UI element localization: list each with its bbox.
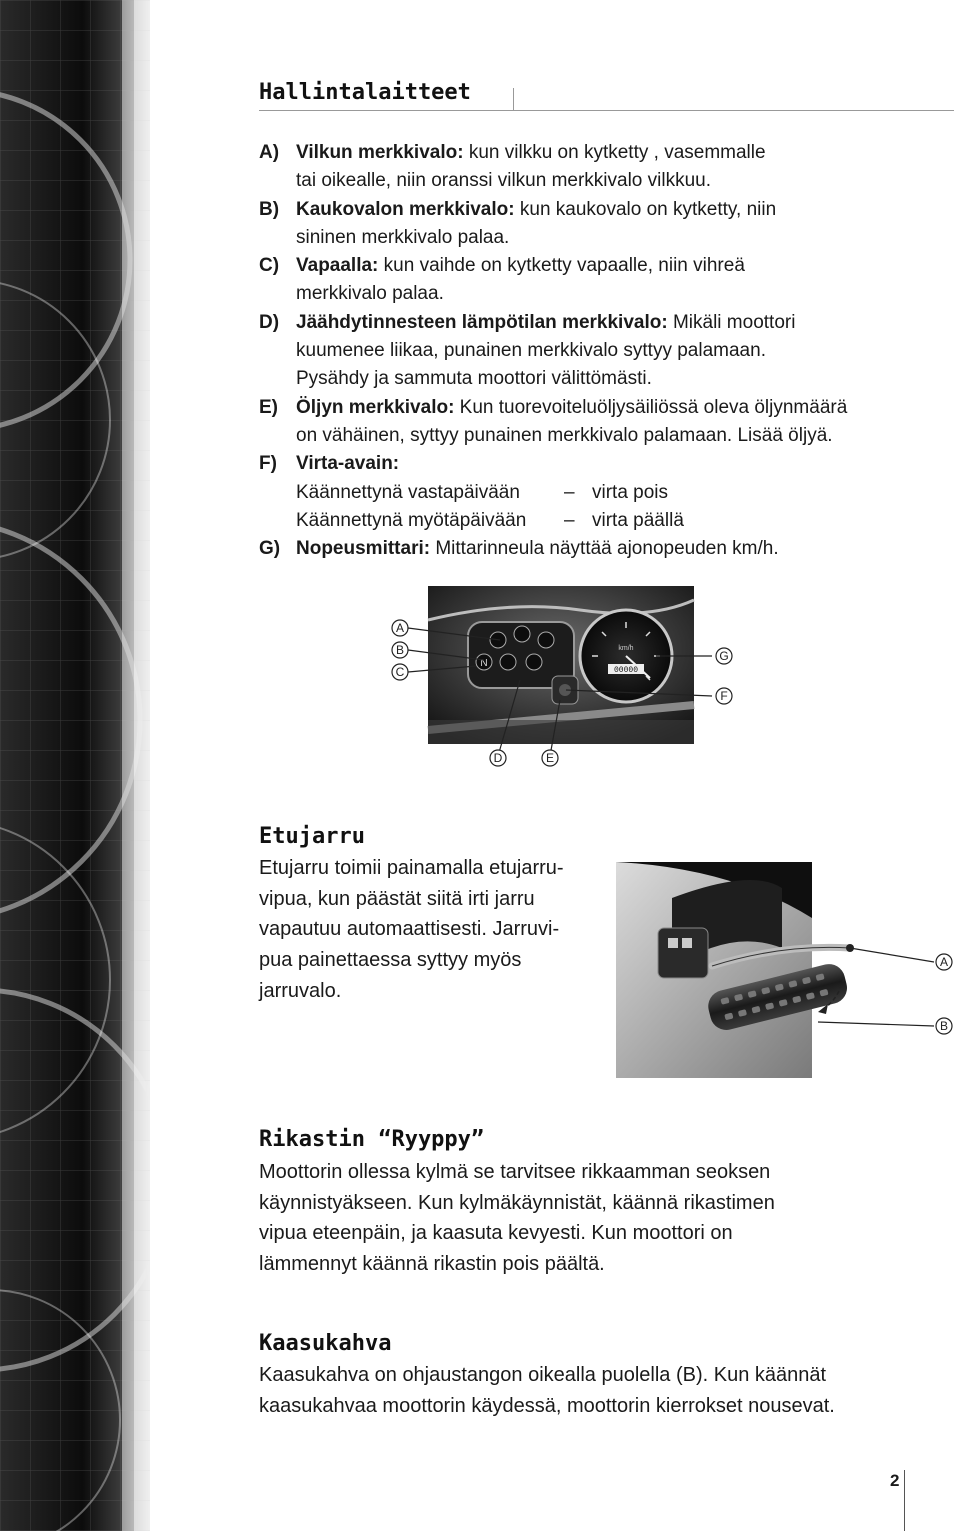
item-text: Mikäli moottori	[667, 311, 796, 333]
svg-text:C: C	[395, 665, 405, 679]
text-line: Moottorin ollessa kylmä se tarvitsee rikkaamman seoksen	[259, 1161, 771, 1183]
item-line: tai oikealle, niin oranssi vilkun merkkivalo vilkkuu.	[296, 170, 712, 192]
item-term: Vilkun merkkivalo:	[296, 142, 464, 163]
item-term: Vapaalla:	[296, 255, 379, 277]
svg-text:F: F	[720, 689, 728, 703]
svg-text:A: A	[939, 955, 949, 969]
item-text: kun vaihde on kytketty vapaalle, niin vihreä	[378, 255, 745, 277]
brake-lever-figure	[612, 858, 957, 1080]
text-line: Etujarru toimii painamalla etujarru-	[259, 857, 564, 879]
choke-heading: Rikastin “Ryyppy”	[259, 1127, 485, 1152]
item-term: Öljyn merkkivalo:	[296, 396, 455, 418]
key-position: Käännettynä myötäpäivään	[296, 509, 527, 531]
indicator-a	[259, 139, 939, 196]
text-line: vapautuu automaattisesti. Jarruvi-	[259, 918, 560, 941]
callout-g	[716, 648, 732, 664]
callout-a	[936, 954, 952, 970]
key-row-ccw	[296, 479, 939, 507]
item-term: Kaukovalon merkkivalo:	[296, 198, 515, 220]
indicator-b	[259, 196, 939, 253]
text-line: pua painettaessa syttyy myös	[259, 949, 522, 972]
item-text: Mittarinneula näyttää ajonopeuden km/h.	[430, 538, 779, 560]
callout-a	[392, 620, 408, 636]
throttle-heading: Kaasukahva	[259, 1331, 392, 1356]
item-letter: G)	[259, 538, 281, 560]
indicator-g	[259, 535, 939, 563]
text-line: vipua, kun päästät siitä irti jarru	[259, 887, 535, 910]
callout-b	[392, 642, 408, 658]
callout-b	[936, 1018, 952, 1034]
text-line: Kaasukahva on ohjaustangon oikealla puolella (B). Kun käännät	[259, 1364, 827, 1386]
key-row-cw	[296, 507, 939, 535]
svg-text:G: G	[719, 649, 729, 663]
item-text: kun kaukovalo on kytketty, niin	[514, 198, 777, 220]
svg-text:A: A	[395, 621, 405, 635]
item-line: Pysähdy ja sammuta moottori välittömästi.	[296, 368, 652, 390]
item-letter: B)	[259, 198, 280, 220]
gauge-unit: km/h	[618, 645, 634, 652]
title-divider	[259, 110, 954, 111]
item-text: Kun tuorevoiteluöljysäiliössä oleva öljynmäärä	[454, 396, 848, 418]
item-term: Jäähdytinnesteen lämpötilan merkkivalo:	[296, 311, 668, 333]
page-number-rule	[904, 1470, 905, 1531]
callout-f	[716, 688, 732, 704]
item-letter: E)	[259, 396, 278, 418]
item-line: sininen merkkivalo palaa.	[296, 226, 510, 248]
indicator-e	[259, 394, 939, 451]
front-brake-heading: Etujarru	[259, 824, 365, 849]
item-line: kuumenee liikaa, punainen merkkivalo syttyy palamaan.	[296, 340, 766, 362]
sidebar-graphic	[0, 0, 150, 1531]
text-line: jarruvalo.	[259, 979, 342, 1002]
key-position: Käännettynä vastapäivään	[296, 481, 520, 503]
svg-text:D: D	[493, 751, 503, 765]
brake-callouts	[612, 858, 957, 1080]
key-state: virta pois	[592, 481, 669, 503]
neutral-symbol: N	[480, 658, 488, 669]
text-line: käynnistyäkseen. Kun kylmäkäynnistät, käännä rikastimen	[259, 1191, 775, 1214]
front-brake-text	[259, 853, 599, 1007]
item-letter: F)	[259, 453, 277, 475]
svg-text:E: E	[545, 751, 555, 765]
text-line: kaasukahvaa moottorin käydessä, moottorin kierrokset nousevat.	[259, 1394, 835, 1417]
svg-text:B: B	[395, 643, 405, 657]
item-term: Virta-avain:	[296, 453, 400, 475]
item-line: merkkivalo palaa.	[296, 283, 444, 305]
title-divider-tick	[513, 88, 514, 110]
text-line: lämmennyt käännä rikastin pois päältä.	[259, 1253, 605, 1276]
key-dash: –	[564, 481, 575, 503]
callout-c	[392, 664, 408, 680]
item-text: kun vilkku on kytketty , vasemmalle	[463, 142, 766, 163]
callout-d	[490, 750, 506, 766]
odometer: 00000	[613, 666, 639, 675]
indicator-f	[259, 450, 939, 535]
decorative-sidebar	[0, 0, 150, 1531]
throttle-text	[259, 1360, 939, 1421]
item-letter: D)	[259, 311, 280, 333]
page-number: 2	[890, 1471, 900, 1490]
item-letter: A)	[259, 142, 280, 163]
indicator-list	[259, 139, 939, 563]
instrument-callouts	[380, 580, 770, 770]
page-title: Hallintalaitteet	[259, 80, 471, 105]
text-line: vipua eteenpäin, ja kaasuta kevyesti. Kun moottori on	[259, 1222, 733, 1245]
key-dash: –	[564, 509, 575, 531]
key-state: virta päällä	[592, 509, 684, 531]
instrument-panel-figure	[380, 580, 770, 770]
svg-text:B: B	[939, 1019, 949, 1033]
item-line: on vähäinen, syttyy punainen merkkivalo palamaan. Lisää öljyä.	[296, 424, 833, 446]
choke-text	[259, 1157, 899, 1280]
item-letter: C)	[259, 255, 280, 277]
item-term: Nopeusmittari:	[296, 538, 431, 560]
indicator-c	[259, 252, 939, 309]
callout-e	[542, 750, 558, 766]
indicator-d	[259, 309, 939, 394]
